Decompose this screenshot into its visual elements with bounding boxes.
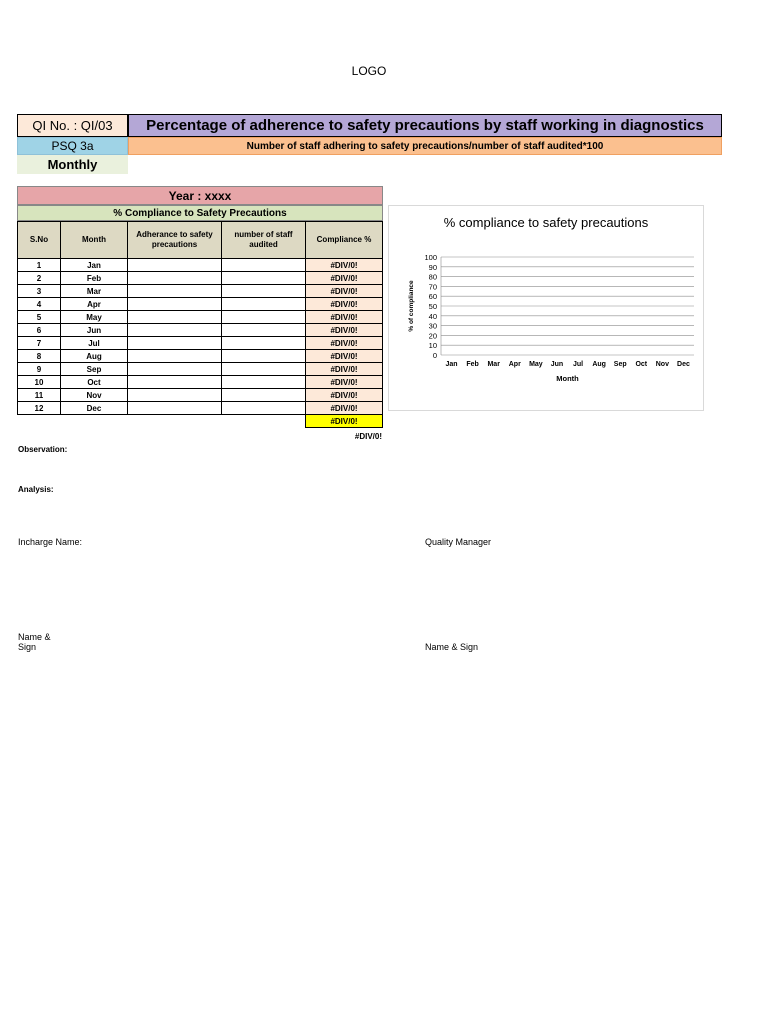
table-header-row — [18, 222, 383, 259]
cell-month: Mar — [61, 285, 128, 298]
cell-month: Jun — [61, 324, 128, 337]
cell-compliance: #DIV/0! — [306, 311, 383, 324]
cell-month: Apr — [61, 298, 128, 311]
cell-compliance: #DIV/0! — [306, 350, 383, 363]
cell-month: Aug — [61, 350, 128, 363]
cell-audited[interactable] — [222, 363, 306, 376]
cell-compliance: #DIV/0! — [306, 259, 383, 272]
cell-adherence[interactable] — [128, 363, 222, 376]
cell-compliance: #DIV/0! — [306, 376, 383, 389]
cell-audited[interactable] — [222, 285, 306, 298]
cell-compliance: #DIV/0! — [306, 363, 383, 376]
cell-sno: 12 — [18, 402, 61, 415]
cell-sno: 2 — [18, 272, 61, 285]
cell-sno: 7 — [18, 337, 61, 350]
col-header-adherence: Adherance to safety precautions — [128, 222, 222, 259]
table-row — [18, 376, 383, 389]
cell-audited[interactable] — [222, 311, 306, 324]
col-header-sno: S.No — [18, 222, 61, 259]
col-header-compliance: Compliance % — [306, 222, 383, 259]
cell-sno: 5 — [18, 311, 61, 324]
y-tick-label: 60 — [428, 292, 437, 302]
cell-adherence[interactable] — [128, 337, 222, 350]
x-tick-label: Jan — [445, 361, 458, 368]
compliance-table — [17, 221, 383, 428]
y-tick-label: 0 — [432, 351, 437, 360]
col-header-audited: number of staff audited — [222, 222, 306, 259]
cell-sno: 10 — [18, 376, 61, 389]
y-tick-label: 40 — [428, 311, 437, 321]
cell-compliance: #DIV/0! — [306, 285, 383, 298]
table-row — [18, 259, 383, 272]
cell-audited[interactable] — [222, 376, 306, 389]
cell-sno: 6 — [18, 324, 61, 337]
cell-audited[interactable] — [222, 350, 306, 363]
y-axis-label: % of compliance — [408, 280, 415, 332]
cell-month: Nov — [61, 389, 128, 402]
x-tick-label: Apr — [508, 361, 521, 368]
cell-adherence[interactable] — [128, 350, 222, 363]
cell-adherence[interactable] — [128, 285, 222, 298]
cell-audited[interactable] — [222, 324, 306, 337]
cell-sno: 1 — [18, 259, 61, 272]
table-total-row — [18, 415, 383, 428]
y-tick-label: 20 — [428, 331, 437, 341]
empty-cell — [222, 415, 306, 428]
cell-adherence[interactable] — [128, 324, 222, 337]
cell-compliance: #DIV/0! — [306, 272, 383, 285]
qi-number: QI No. : QI/03 — [17, 114, 128, 137]
x-tick-label: Aug — [592, 361, 606, 368]
cell-sno: 3 — [18, 285, 61, 298]
analysis-label: Analysis: — [18, 485, 54, 494]
cell-compliance: #DIV/0! — [306, 337, 383, 350]
cell-compliance: #DIV/0! — [306, 298, 383, 311]
cell-compliance: #DIV/0! — [306, 402, 383, 415]
compliance-section-title: % Compliance to Safety Precautions — [17, 205, 383, 221]
y-tick-label: 80 — [428, 272, 437, 282]
table-row — [18, 337, 383, 350]
table-row — [18, 285, 383, 298]
cell-adherence[interactable] — [128, 311, 222, 324]
year-label: Year : xxxx — [17, 186, 383, 205]
cell-audited[interactable] — [222, 402, 306, 415]
cell-month: May — [61, 311, 128, 324]
cell-audited[interactable] — [222, 298, 306, 311]
y-tick-label: 90 — [428, 262, 437, 272]
x-tick-label: Feb — [466, 361, 479, 368]
table-row — [18, 389, 383, 402]
cell-month: Feb — [61, 272, 128, 285]
cell-compliance: #DIV/0! — [306, 324, 383, 337]
empty-cell — [128, 415, 222, 428]
cell-month: Dec — [61, 402, 128, 415]
y-tick-label: 30 — [428, 321, 437, 331]
cell-adherence[interactable] — [128, 272, 222, 285]
y-tick-label: 70 — [428, 282, 437, 292]
cell-sno: 11 — [18, 389, 61, 402]
cell-month: Sep — [61, 363, 128, 376]
name-sign-left: Name & Sign — [18, 632, 51, 652]
cell-month: Jan — [61, 259, 128, 272]
name-sign-right: Name & Sign — [425, 642, 479, 652]
cell-adherence[interactable] — [128, 376, 222, 389]
total-compliance-cell: #DIV/0! — [306, 415, 383, 428]
y-tick-label: 50 — [428, 302, 437, 311]
x-tick-label: Sep — [613, 361, 627, 368]
y-tick-label: 100 — [424, 253, 437, 262]
x-tick-label: Dec — [677, 361, 690, 368]
cell-compliance: #DIV/0! — [306, 389, 383, 402]
cell-audited[interactable] — [222, 389, 306, 402]
quality-manager-label: Quality Manager — [425, 537, 492, 547]
cell-sno: 9 — [18, 363, 61, 376]
cell-adherence[interactable] — [128, 259, 222, 272]
cell-adherence[interactable] — [128, 298, 222, 311]
cell-adherence[interactable] — [128, 389, 222, 402]
x-tick-label: Jul — [572, 361, 584, 368]
indicator-formula: Number of staff adhering to safety precautions/number of staff audited*100 — [128, 137, 722, 155]
col-header-month: Month — [61, 222, 128, 259]
empty-cell — [18, 415, 61, 428]
x-tick-label: Nov — [655, 361, 669, 368]
cell-sno: 8 — [18, 350, 61, 363]
extra-total-value: #DIV/0! — [354, 432, 382, 441]
table-row — [18, 350, 383, 363]
observation-label: Observation: — [18, 445, 68, 454]
x-tick-label: Oct — [635, 361, 648, 368]
cell-audited[interactable] — [222, 337, 306, 350]
table-row — [18, 402, 383, 415]
cell-audited[interactable] — [222, 272, 306, 285]
x-tick-label: Jun — [550, 361, 564, 368]
cell-adherence[interactable] — [128, 402, 222, 415]
table-row — [18, 311, 383, 324]
chart-title: % compliance to safety precautions — [443, 215, 649, 230]
psq-code: PSQ 3a — [17, 137, 128, 155]
incharge-name-label: Incharge Name: — [18, 537, 83, 547]
cell-audited[interactable] — [222, 259, 306, 272]
x-axis-label: Month — [556, 374, 579, 383]
table-row — [18, 363, 383, 376]
x-tick-label: May — [529, 361, 543, 368]
table-row — [18, 298, 383, 311]
frequency: Monthly — [17, 155, 128, 174]
cell-sno: 4 — [18, 298, 61, 311]
y-tick-label: 10 — [428, 341, 437, 351]
compliance-chart — [388, 205, 704, 411]
x-tick-label: Mar — [487, 361, 500, 368]
cell-month: Oct — [61, 376, 128, 389]
indicator-title: Percentage of adherence to safety precautions by staff working in diagnostics — [128, 114, 722, 137]
empty-cell — [61, 415, 128, 428]
logo-placeholder: LOGO — [351, 64, 387, 78]
cell-month: Jul — [61, 337, 128, 350]
table-row — [18, 324, 383, 337]
table-row — [18, 272, 383, 285]
